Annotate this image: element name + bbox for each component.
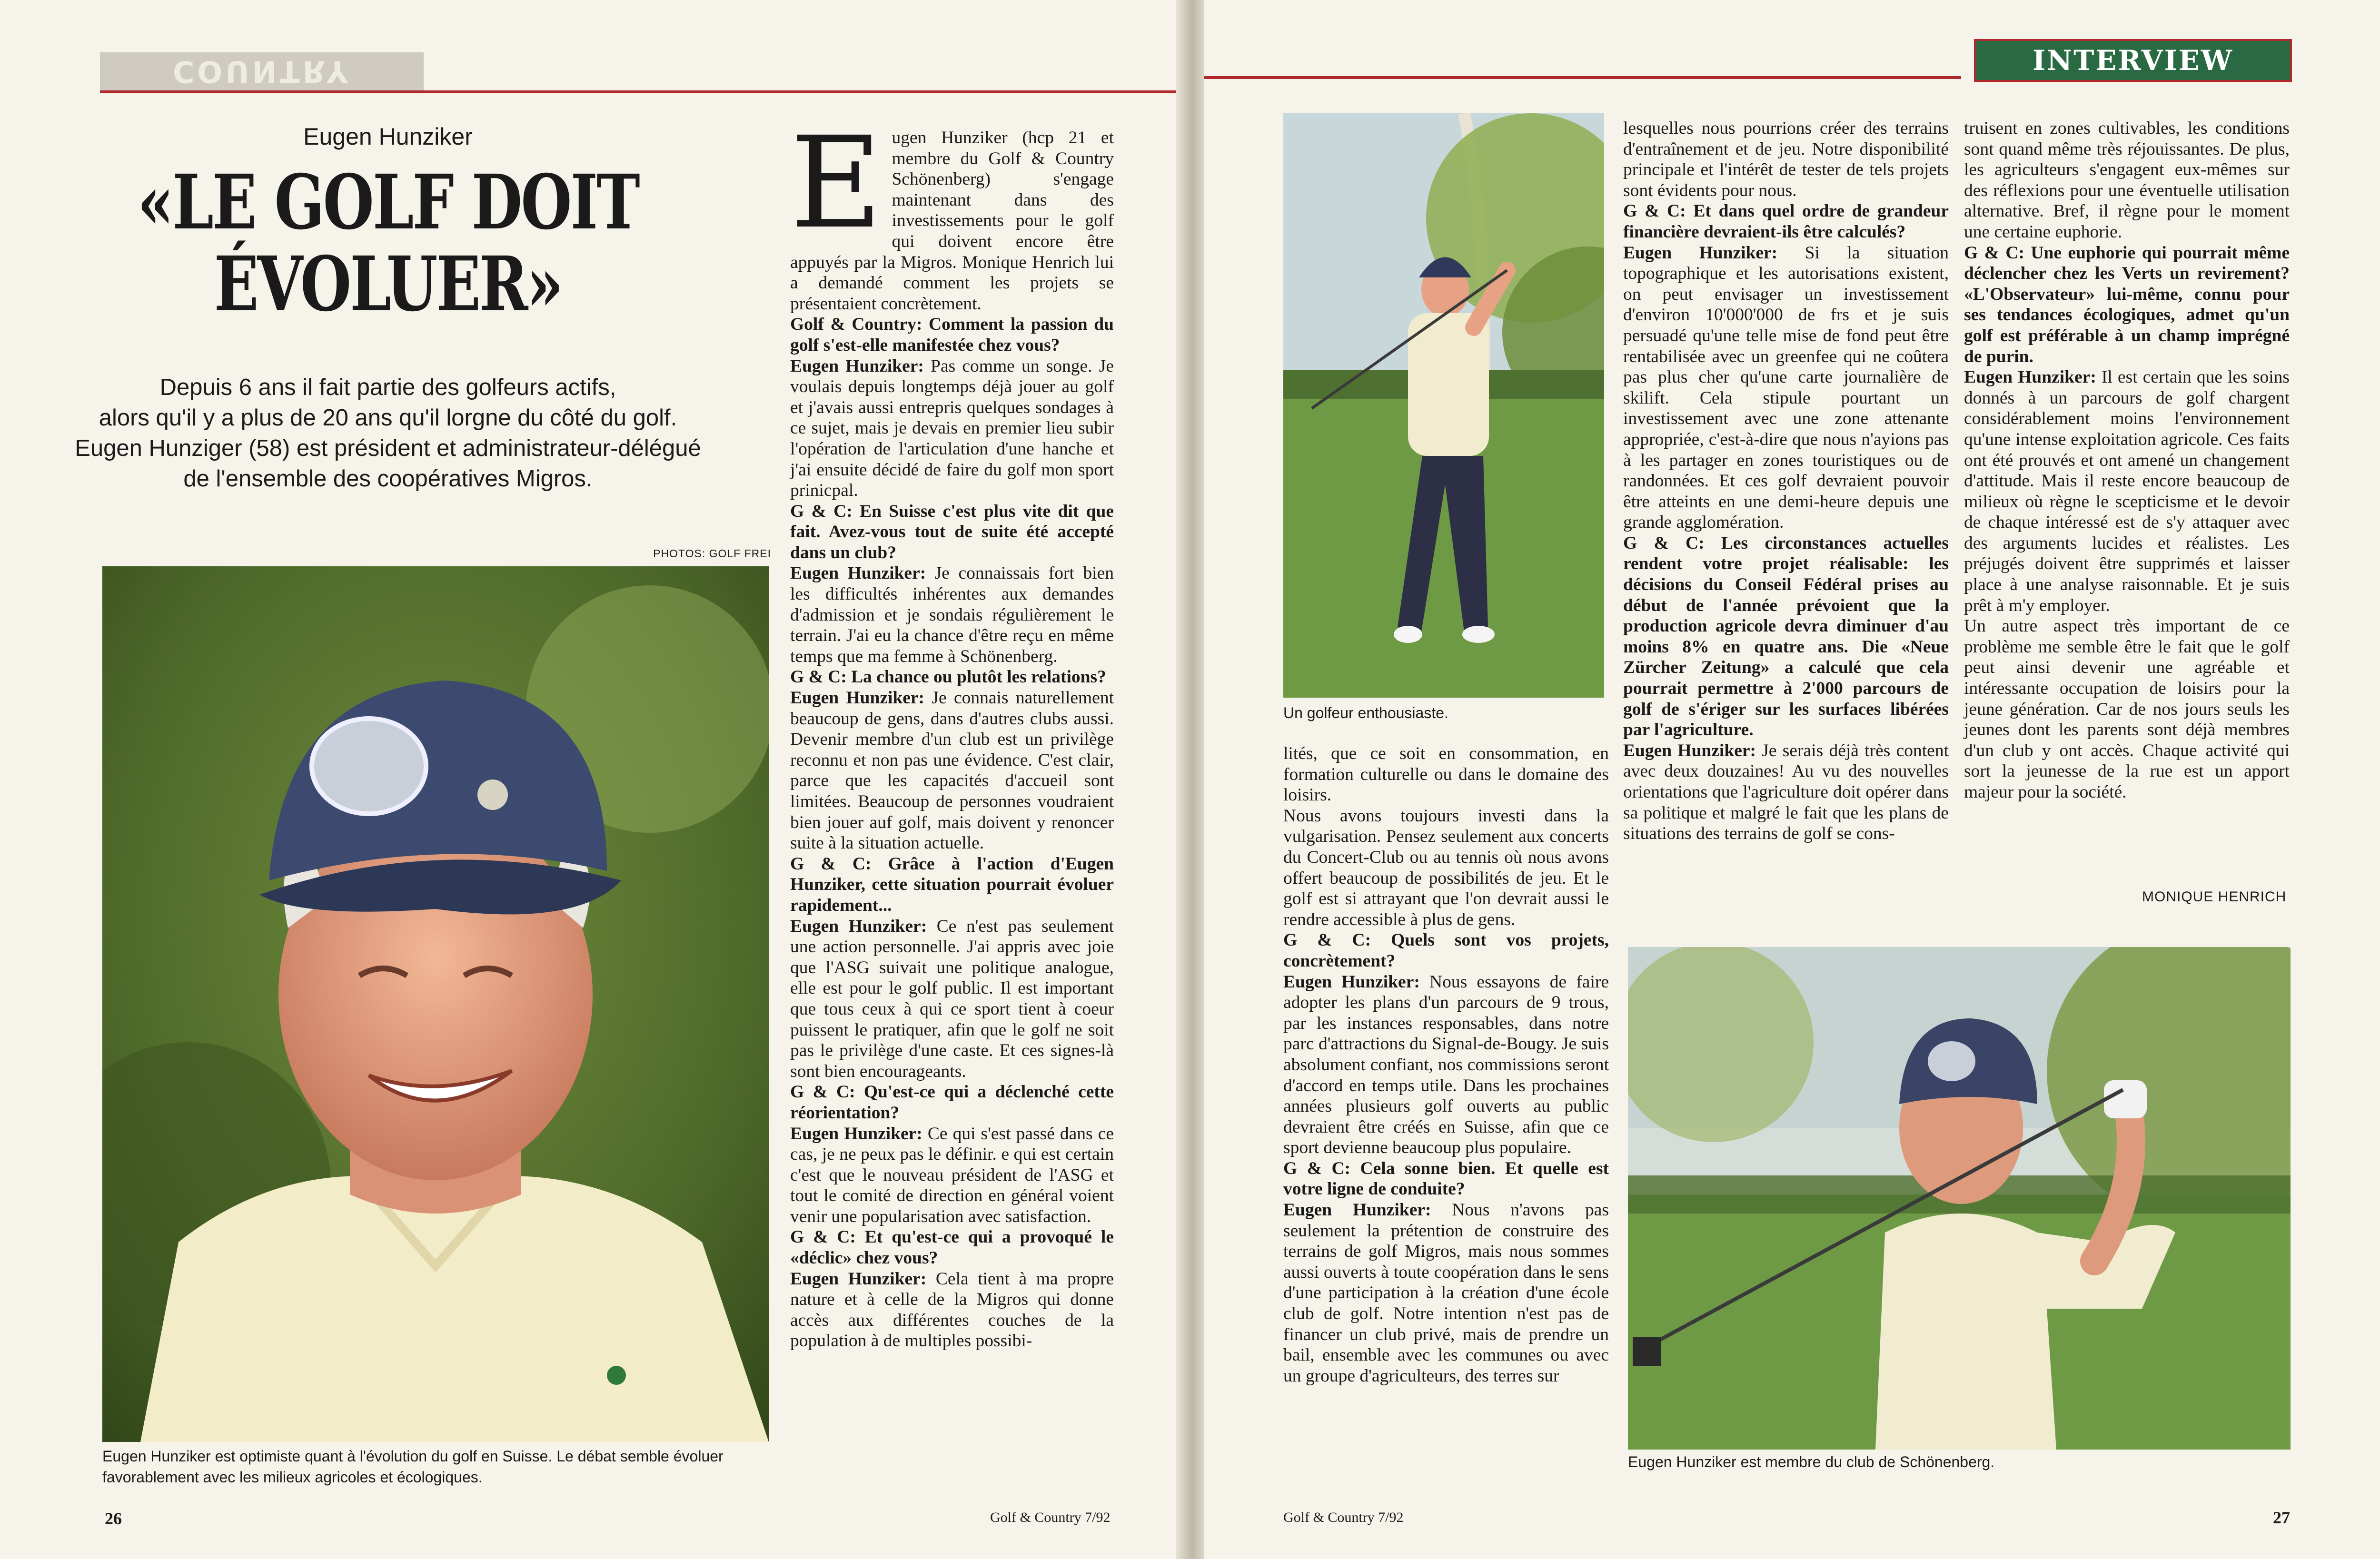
golfer-portrait-illustration: [1628, 947, 2291, 1450]
article-column-left: [790, 110, 1114, 1489]
interview-answer: [790, 356, 1114, 501]
answer-text: Je connais naturellement beaucoup de gens, dans d'autres clubs aussi. Devenir membre d'un club est un privilège reconnu et non pas une évidence. C'est clair, parce que les capacités d'accueil sont limitées. Beaucoup de personnes voudraient bien jouer auf golf, mais doivent y renoncer suite à la situation actuelle.: [790, 688, 1114, 853]
interview-answer: [790, 916, 1114, 1082]
answer-text: Nous essayons de faire adopter les plans d'un parcours de 9 trous, par les instances responsables, dans notre parc d'attractions du Signal-de-Bougy. Je suis absolument confiant, nos commissions seront d'accord en temps utile. Dans les prochaines années plusieurs golf ouverts au public devraient être créés en Suisse, afin que ce sport devienne beaucoup plus populaire.: [1283, 972, 1609, 1158]
headline-line-1: «LE GOLF DOIT: [137, 158, 639, 247]
standfirst-line: Depuis 6 ans il fait partie des golfeurs actifs,: [159, 375, 616, 400]
page-number-right: 27: [2273, 1508, 2290, 1527]
portrait-photo: [102, 566, 769, 1442]
body-paragraph: Nous avons toujours investi dans la vulgarisation. Pensez seulement aux concerts du Concert-Club ou au tennis où nous avons offert beaucoup de possibilités de jeu. Et le golf est si attrayant que l'on devrait aussi le rendre accessible à plus de gens.: [1283, 806, 1609, 929]
interviewee-name: Eugen Hunziker: [303, 123, 473, 150]
interview-question: G & C: Et qu'est-ce qui a provoqué le «déclic» chez vous?: [790, 1227, 1114, 1268]
interview-answer: [1623, 740, 1949, 844]
interview-answer: [790, 688, 1114, 854]
interview-question: G & C: Les circonstances actuelles rendent votre projet réalisable: les décisions du Conseil Fédéral prises au début de l'année prévoient que la production agricole devra diminuer d'au moins 8% en quatre ans. Die «Neue Zürcher Zeitung» a calculé que cela pourrait permettre à 2'000 parcours de golf de s'ériger sur les surfaces libérées par l'agriculture.: [1623, 533, 1949, 740]
speaker-label: Eugen Hunziker:: [1623, 243, 1778, 263]
body-paragraph: Un autre aspect très important de ce problème me semble être le fait que le golf peut ainsi devenir une agréable et intéressante occupation de loisirs pour la jeune génération. Car de nos jours seuls les jeunes dont les parents sont déjà membres d'un club y ont accès. Chaque activité qui sort la jeunesse de la rue est un apport majeur pour la société.: [1964, 616, 2290, 802]
author-signature: MONIQUE HENRICH: [2142, 889, 2287, 905]
interview-question: G & C: Quels sont vos projets, concrètement?: [1283, 930, 1609, 971]
speaker-label: Eugen Hunziker:: [1623, 740, 1756, 760]
drop-cap: E: [790, 110, 883, 257]
portrait-illustration: [102, 566, 769, 1442]
interview-answer: [790, 1124, 1114, 1227]
section-tab-country: COUNTRY: [100, 52, 424, 90]
interview-answer: [1964, 367, 2290, 616]
photo1-caption: Un golfeur enthousiaste.: [1283, 704, 1448, 721]
interview-answer: [1283, 972, 1609, 1158]
speaker-label: Eugen Hunziker:: [790, 688, 925, 708]
answer-text: Ce qui s'est passé dans ce cas, je ne peux pas le définir. e qui est certain c'est que le nouveau président de l'ASG et tout le comité de direction en général voient venir une popularisation avec satisfaction.: [790, 1124, 1114, 1226]
header-rule-right: [1204, 76, 1961, 79]
interview-answer: [790, 1269, 1114, 1352]
intro-paragraph: ugen Hunziker (hcp 21 et membre du Golf & Country Schönenberg) s'engage maintenant dans des investissements pour le golf qui doivent encore être appuyés par la Migros. Monique Henrich lui a demandé comment les projets se présentaient concrètement.: [790, 128, 1114, 314]
right-page: [1204, 0, 2380, 1559]
answer-text: Je serais déjà très content avec deux douzaines! Au vu des nouvelles orientations que l'agriculture doit opérer dans sa politique et malgré le fait que les plans de situations des terrains de golf se cons-: [1623, 740, 1949, 844]
answer-text: Il est certain que les soins donnés à un parcours de golf chargent considérablement moins l'environnement qu'une intense exploitation agricole. Ces faits ont été prouvés et ont amené un changement d'attitude. Mais il reste encore beaucoup de milieux où règne le scepticisme et le devoir de chaque intéressé est de s'y attaquer avec des arguments lucides et réalistes. Les préjugés doivent être supprimés et laisser place à une analyse raisonnable. Et je suis prêt à m'y employer.: [1964, 367, 2290, 615]
standfirst-line: Eugen Hunziger (58) est président et administrateur-délégué: [75, 435, 701, 461]
speaker-label: Eugen Hunziker:: [790, 916, 927, 936]
section-tab-interview: INTERVIEW: [1974, 39, 2292, 82]
speaker-label: Eugen Hunziker:: [1283, 1200, 1431, 1220]
headline-line-2: ÉVOLUER»: [214, 240, 562, 328]
answer-text: Ce n'est pas seulement une action personnelle. J'ai appris avec joie que l'ASG suivait une politique analogue, elle est pour le golf public. Il est important que tous ceux à qui ce sport tient à coeur puissent le pratiquer, afin que le golf ne soit pas le privilège d'une caste. Et ces signes-là sont bien encourageants.: [790, 916, 1114, 1081]
photo2-caption: Eugen Hunziker est membre du club de Schönenberg.: [1628, 1453, 1995, 1470]
article-column-right-3: [1964, 118, 2290, 898]
interview-question: G & C: Cela sonne bien. Et quelle est votre ligne de conduite?: [1283, 1158, 1609, 1199]
golfer-swing-photo: [1283, 113, 1604, 698]
interview-question: Golf & Country: Comment la passion du golf s'est-elle manifestée chez vous?: [790, 315, 1114, 355]
standfirst-line: de l'ensemble des coopératives Migros.: [183, 466, 593, 492]
answer-text: Pas comme un songe. Je voulais depuis longtemps déjà jouer au golf et j'avais aussi entrepris quelques sondages à ce sujet, mais je devais en premier lieu subir l'opération de l'articulation d'une hanche et j'ai ensuite décidé de faire du golf mon sport prinicpal.: [790, 356, 1114, 501]
footer-magazine: Golf & Country 7/92: [990, 1510, 1111, 1525]
speaker-label: Eugen Hunziker:: [1964, 367, 2096, 387]
page-number: 26: [105, 1509, 122, 1528]
standfirst: [71, 372, 704, 494]
interview-question: G & C: Qu'est-ce qui a déclenché cette réorientation?: [790, 1082, 1114, 1123]
speaker-label: Eugen Hunziker:: [790, 1269, 927, 1289]
speaker-label: Eugen Hunziker:: [1283, 972, 1420, 992]
speaker-label: Eugen Hunziker:: [790, 563, 926, 583]
answer-text: Cela tient à ma propre nature et à celle de la Migros qui donne accès aux différentes couches de la population à de multiples possibi-: [790, 1269, 1114, 1351]
footer-magazine-right: Golf & Country 7/92: [1283, 1510, 1404, 1525]
speaker-label: Eugen Hunziker:: [790, 356, 924, 376]
header-rule: [100, 90, 1176, 93]
golfer-portrait-photo: [1628, 947, 2291, 1450]
portrait-caption: Eugen Hunziker est optimiste quant à l'évolution du golf en Suisse. Le débat semble évoluer favorablement avec les milieux agricoles et écologiques.: [102, 1448, 724, 1486]
speaker-label: Eugen Hunziker:: [790, 1124, 922, 1144]
body-paragraph: truisent en zones cultivables, les conditions sont quand même très réjouissantes. De plus, les agriculteurs s'engagent eux-mêmes sur des réflexions pour une éventuelle utilisation alternative. Bref, il règne pour le moment une certaine euphorie.: [1964, 118, 2290, 242]
interview-question: G & C: Grâce à l'action d'Eugen Hunziker, cette situation pourrait évoluer rapidement...: [790, 854, 1114, 915]
article-column-right-1: [1283, 743, 1609, 1476]
interview-answer: [1623, 243, 1949, 533]
interview-question: G & C: Et dans quel ordre de grandeur financière devraient-ils être calculés?: [1623, 201, 1949, 242]
body-paragraph: lités, que ce soit en consommation, en formation culturelle ou dans le domaine des loisirs.: [1283, 744, 1609, 805]
answer-text: Je connaissais fort bien les difficultés inhérentes aux demandes d'admission et je sondais régulièrement le terrain. J'ai eu la chance d'être reçu en même temps que ma femme à Schönenberg.: [790, 563, 1114, 666]
standfirst-line: alors qu'il y a plus de 20 ans qu'il lorgne du côté du golf.: [99, 405, 677, 431]
interview-question: G & C: La chance ou plutôt les relations?: [790, 667, 1106, 687]
interview-question: G & C: Une euphorie qui pourrait même déclencher chez les Verts un revirement? «L'Observateur» lui-même, connu pour ses tendances écologiques, admet qu'un golf est préférable à un champ imprégné de purin.: [1964, 243, 2290, 366]
interview-question: G & C: En Suisse c'est plus vite dit que fait. Avez-vous tout de suite été accepté dans un club?: [790, 501, 1114, 562]
body-paragraph: lesquelles nous pourrions créer des terrains d'entraînement et de jeu. Notre disponibilité principale et l'intérêt de tester de tels projets sont évidents pour nous.: [1623, 118, 1949, 200]
article-headline: [85, 158, 690, 328]
photo-credit: PHOTOS: GOLF FREI: [653, 547, 771, 560]
interview-answer: [790, 563, 1114, 667]
golfer-swing-illustration: [1283, 113, 1604, 698]
interview-answer: [1283, 1200, 1609, 1386]
left-page: [0, 0, 1180, 1559]
answer-text: Si la situation topographique et les autorisations existent, on peut envisager un investissement d'environ 10'000'000 de frs et je suis persuadé qu'une telle mise de fond peut être rentabilisée avec un greenfee qui ne coûtera pas plus cher qu'une carte journalière de skilift. Cela stipule pourtant un investissement avec une zone attenante appropriée, c'est-à-dire que nous n'ayions pas à les partager en zones touristiques ou de randonnées. Et ces golf devraient pouvoir être atteints en une demi-heure depuis une grande agglomération.: [1623, 243, 1949, 533]
article-column-right-2: [1623, 118, 1949, 918]
answer-text: Nous n'avons pas seulement la prétention de construire des terrains de golf Migros, mais nous sommes aussi ouverts à toute coopération dans le sens d'une participation à la création d'une école club de golf. Notre intention n'est pas de financer un club privé, mais de prendre un bail, ensemble avec les communes ou avec un groupe d'agriculteurs, des terres sur: [1283, 1200, 1609, 1386]
